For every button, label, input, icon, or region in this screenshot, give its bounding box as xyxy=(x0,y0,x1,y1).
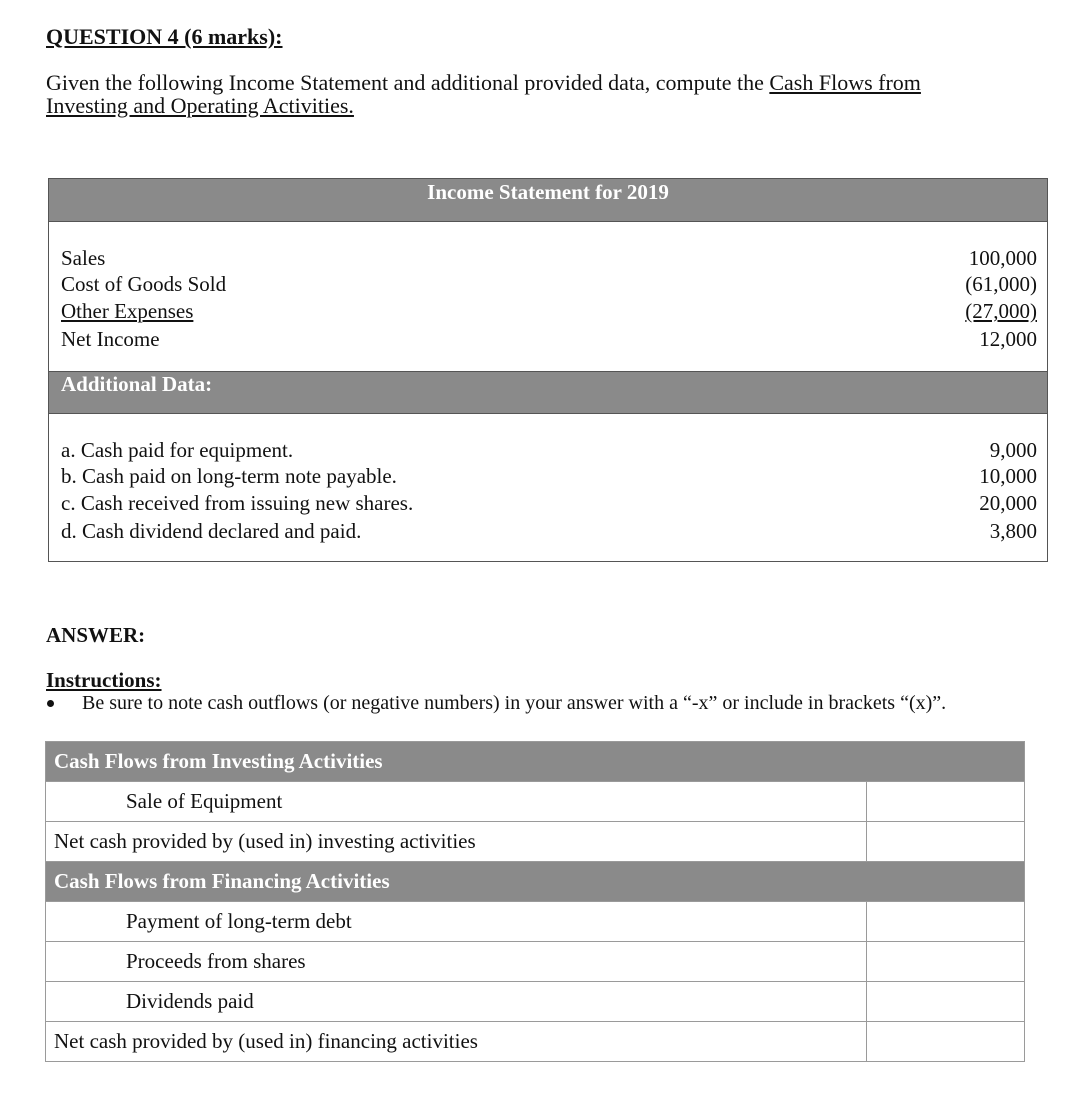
ad-label: b. Cash paid on long-term note payable. xyxy=(61,464,397,488)
ad-row-a xyxy=(61,437,1037,463)
ad-row-b xyxy=(61,463,1037,489)
income-statement-title: Income Statement for 2019 xyxy=(427,180,669,204)
ad-label: d. Cash dividend declared and paid. xyxy=(61,519,362,543)
investing-header-row xyxy=(46,742,1025,782)
answer-table xyxy=(45,741,1025,1062)
net-financing-label: Net cash provided by (used in) financing activities xyxy=(46,1022,867,1062)
ad-row-c xyxy=(61,489,1037,518)
is-row-net-income xyxy=(61,326,1037,352)
proceeds-shares-answer-cell[interactable] xyxy=(867,942,1025,982)
table-row xyxy=(46,1022,1025,1062)
is-row-cogs xyxy=(61,271,1037,297)
payment-debt-answer-cell[interactable] xyxy=(867,902,1025,942)
dividends-paid-answer-cell[interactable] xyxy=(867,982,1025,1022)
investing-header: Cash Flows from Investing Activities xyxy=(46,742,1025,782)
ad-value: 10,000 xyxy=(979,464,1037,488)
sale-equipment-label: Sale of Equipment xyxy=(46,782,867,822)
ad-value: 20,000 xyxy=(979,491,1037,515)
table-row xyxy=(46,822,1025,862)
ad-row-d xyxy=(61,518,1037,544)
intro-text: Given the following Income Statement and additional provided data, compute the xyxy=(46,70,770,95)
net-investing-label: Net cash provided by (used in) investing activities xyxy=(46,822,867,862)
is-row-sales xyxy=(61,245,1037,271)
additional-data-header xyxy=(49,371,1047,414)
instructions-title: Instructions: xyxy=(46,668,162,692)
is-row-other-expenses xyxy=(61,297,1037,326)
intro-underlined-2: Investing and Operating Activities. xyxy=(46,93,354,118)
proceeds-shares-label: Proceeds from shares xyxy=(46,942,867,982)
answer-label: ANSWER: xyxy=(46,623,146,647)
table-row xyxy=(46,982,1025,1022)
is-label: Sales xyxy=(61,246,106,270)
financing-header-row xyxy=(46,862,1025,902)
instruction-text: Be sure to note cash outflows (or negative numbers) in your answer with a “-x” or include in brackets “(x)”. xyxy=(82,692,947,714)
additional-data-rows xyxy=(61,437,1037,544)
financing-header: Cash Flows from Financing Activities xyxy=(46,862,1025,902)
sale-equipment-answer-cell[interactable] xyxy=(867,782,1025,822)
is-value: 100,000 xyxy=(968,246,1037,270)
is-value: (27,000) xyxy=(965,299,1037,323)
payment-debt-label: Payment of long-term debt xyxy=(46,902,867,942)
ad-value: 9,000 xyxy=(989,438,1037,462)
table-row xyxy=(46,942,1025,982)
ad-value: 3,800 xyxy=(989,519,1037,543)
question-intro xyxy=(46,71,1046,117)
income-statement-box xyxy=(48,178,1048,562)
net-investing-answer-cell[interactable] xyxy=(867,822,1025,862)
dividends-paid-label: Dividends paid xyxy=(46,982,867,1022)
is-value: 12,000 xyxy=(979,327,1037,351)
question-title: QUESTION 4 (6 marks): xyxy=(46,24,283,49)
net-financing-answer-cell[interactable] xyxy=(867,1022,1025,1062)
table-row xyxy=(46,782,1025,822)
table-row xyxy=(46,902,1025,942)
is-label: Cost of Goods Sold xyxy=(61,272,227,296)
ad-label: c. Cash received from issuing new shares. xyxy=(61,491,414,515)
ad-label: a. Cash paid for equipment. xyxy=(61,438,294,462)
is-label: Other Expenses xyxy=(61,299,194,323)
is-label: Net Income xyxy=(61,327,160,351)
income-statement-rows xyxy=(61,245,1037,352)
bullet-icon xyxy=(47,700,54,707)
income-statement-header xyxy=(49,179,1047,222)
instruction-item xyxy=(46,692,946,715)
additional-data-title: Additional Data: xyxy=(61,372,213,396)
is-value: (61,000) xyxy=(965,272,1037,296)
intro-underlined-1: Cash Flows from xyxy=(769,70,921,95)
